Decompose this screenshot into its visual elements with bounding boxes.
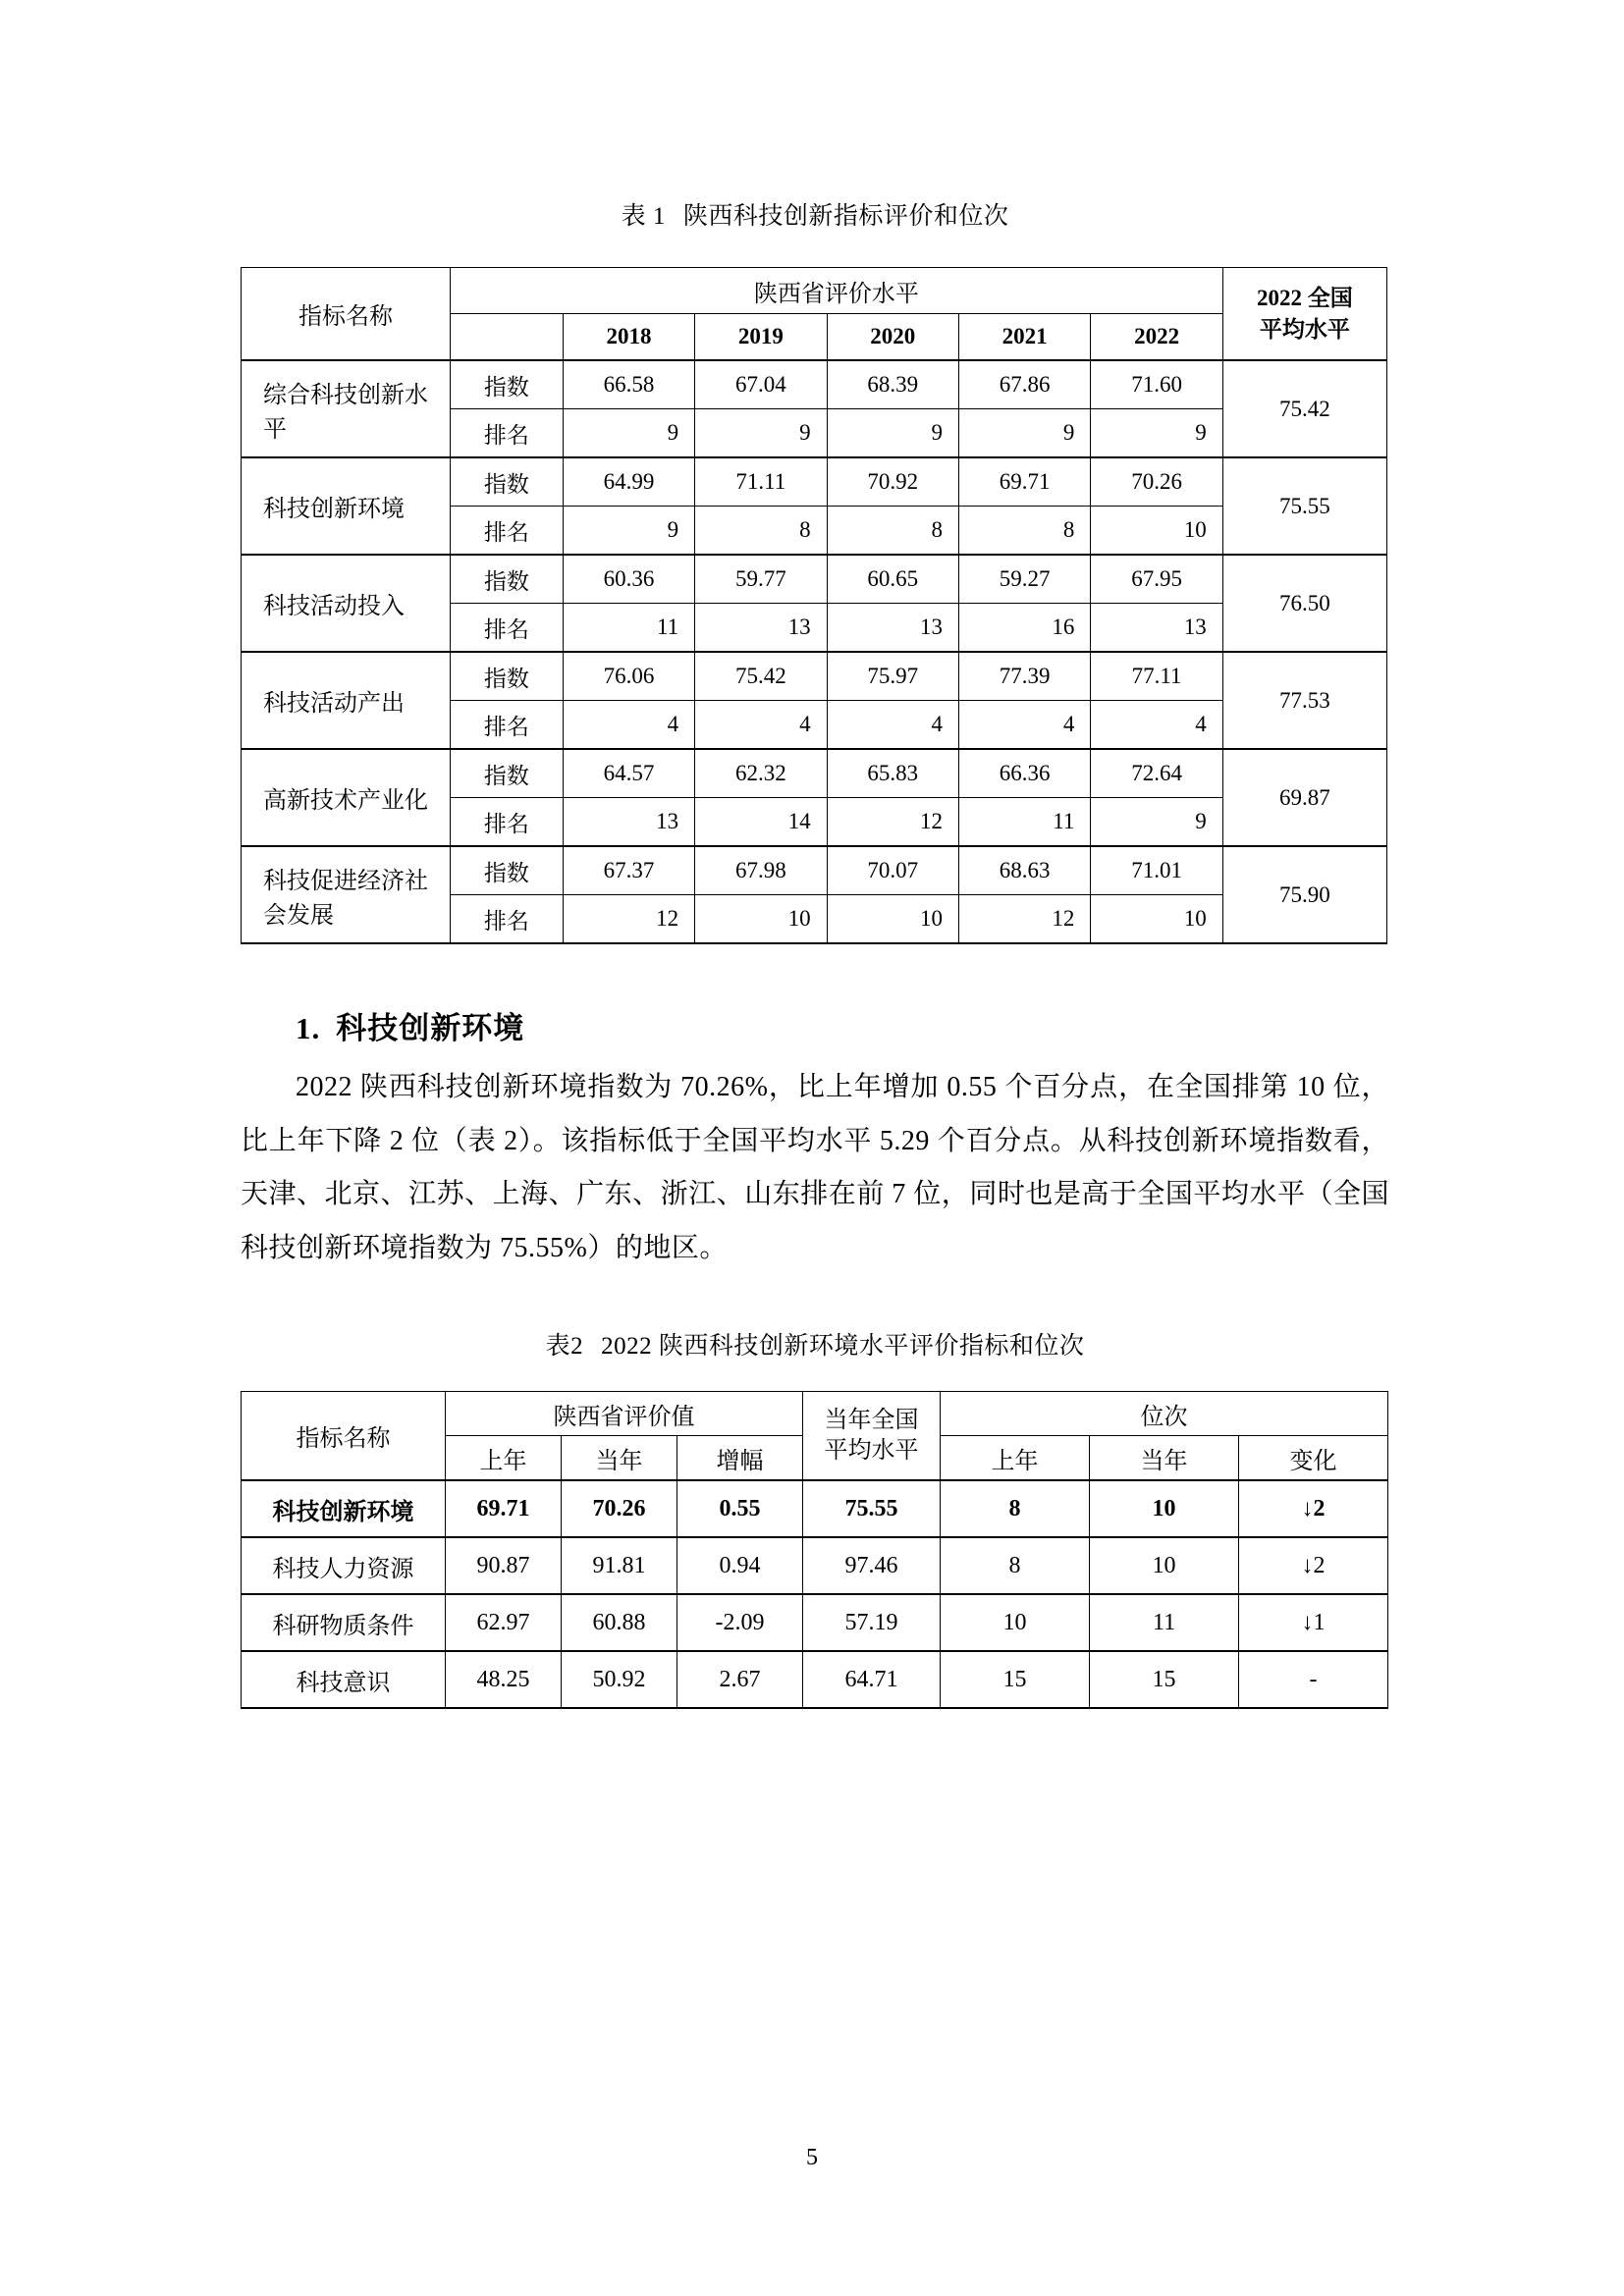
- table2-growth-1: 0.94: [677, 1537, 803, 1594]
- table2-rankprev-2: 10: [941, 1594, 1090, 1651]
- table-row: [242, 555, 1387, 604]
- table1-rank-2-2018: 11: [563, 604, 694, 653]
- table1-national-0: 75.42: [1222, 360, 1386, 457]
- table1-row-name-2: 科技活动投入: [242, 555, 451, 652]
- table2-prev-0: 69.71: [446, 1480, 562, 1537]
- table1-rank-5-2021: 12: [958, 895, 1090, 944]
- table-row: [242, 846, 1387, 895]
- table1-caption: [241, 196, 1389, 232]
- table1-index-5-2021: 68.63: [958, 846, 1090, 895]
- table2-change-3: -: [1239, 1651, 1388, 1708]
- table2-national-3: 64.71: [803, 1651, 941, 1708]
- table1-sublabel-rank-1: 排名: [451, 507, 564, 556]
- table1-rank-2-2020: 13: [827, 604, 958, 653]
- table1-sublabel-index-2: 指数: [451, 555, 564, 604]
- table1-national-1: 75.55: [1222, 457, 1386, 555]
- table2-rankcurr-0: 10: [1090, 1480, 1239, 1537]
- table1-index-1-2022: 70.26: [1091, 457, 1222, 507]
- table1-rank-5-2022: 10: [1091, 895, 1222, 944]
- table-row: [242, 457, 1387, 507]
- table1-index-4-2019: 62.32: [695, 749, 827, 798]
- table2-prev-3: 48.25: [446, 1651, 562, 1708]
- table1-sublabel-index-4: 指数: [451, 749, 564, 798]
- table2-growth-2: -2.09: [677, 1594, 803, 1651]
- table2-rankcurr-3: 15: [1090, 1651, 1239, 1708]
- page-number: 5: [806, 2145, 818, 2170]
- table1-index-1-2021: 69.71: [958, 457, 1090, 507]
- table2-caption-text: 2022 陕西科技创新环境水平评价指标和位次: [601, 1333, 1085, 1361]
- table2-header-indicator-name: 指标名称: [242, 1392, 446, 1481]
- table2-header-eval-curr: 当年: [562, 1436, 677, 1481]
- table1-index-5-2022: 71.01: [1091, 846, 1222, 895]
- table1-rank-2-2019: 13: [695, 604, 827, 653]
- table1-sublabel-rank-4: 排名: [451, 798, 564, 847]
- table2-header-rank-curr: 当年: [1090, 1436, 1239, 1481]
- table1-national-3: 77.53: [1222, 652, 1386, 749]
- section-number: 1.: [296, 1011, 321, 1045]
- table2-header-rank-prev: 上年: [941, 1436, 1090, 1481]
- table1-rank-5-2019: 10: [695, 895, 827, 944]
- table1-national-4: 69.87: [1222, 749, 1386, 846]
- table-innovation-environment: [241, 1391, 1388, 1709]
- table1-index-2-2018: 60.36: [563, 555, 694, 604]
- table2-header-eval-prev: 上年: [446, 1436, 562, 1481]
- table1-header-year-2022: 2022: [1091, 314, 1222, 361]
- table2-curr-1: 91.81: [562, 1537, 677, 1594]
- table1-index-3-2019: 75.42: [695, 652, 827, 701]
- table1-rank-0-2021: 9: [958, 409, 1090, 458]
- table2-growth-3: 2.67: [677, 1651, 803, 1708]
- table2-row-name-0: 科技创新环境: [242, 1480, 446, 1537]
- table-row: [242, 360, 1387, 409]
- table1-sublabel-rank-3: 排名: [451, 701, 564, 750]
- table1-rank-5-2020: 10: [827, 895, 958, 944]
- table2-header-rank-change: 变化: [1239, 1436, 1388, 1481]
- table2-header-province-value: 陕西省评价值: [446, 1392, 803, 1436]
- table1-header-row-1: [242, 268, 1387, 314]
- table1-rank-0-2022: 9: [1091, 409, 1222, 458]
- table1-sublabel-rank-5: 排名: [451, 895, 564, 944]
- table1-index-1-2019: 71.11: [695, 457, 827, 507]
- table1-header-province-level: 陕西省评价水平: [451, 268, 1223, 314]
- table2-header-rank-group: 位次: [941, 1392, 1388, 1436]
- table1-rank-1-2018: 9: [563, 507, 694, 556]
- table2-prev-1: 90.87: [446, 1537, 562, 1594]
- table2-curr-2: 60.88: [562, 1594, 677, 1651]
- table2-row-name-3: 科技意识: [242, 1651, 446, 1708]
- table1-index-2-2021: 59.27: [958, 555, 1090, 604]
- table2-national-2: 57.19: [803, 1594, 941, 1651]
- table1-index-0-2018: 66.58: [563, 360, 694, 409]
- page-content: [241, 0, 1389, 1709]
- table1-rank-4-2018: 13: [563, 798, 694, 847]
- table1-index-0-2022: 71.60: [1091, 360, 1222, 409]
- table1-index-4-2018: 64.57: [563, 749, 694, 798]
- table-row: [242, 749, 1387, 798]
- table1-header-blank: [451, 314, 564, 361]
- table2-header-national-average: [803, 1392, 941, 1481]
- table2-head: [242, 1392, 1388, 1481]
- table2-prev-2: 62.97: [446, 1594, 562, 1651]
- table1-rank-3-2022: 4: [1091, 701, 1222, 750]
- table1-index-3-2021: 77.39: [958, 652, 1090, 701]
- table1-rank-0-2019: 9: [695, 409, 827, 458]
- table1-rank-3-2018: 4: [563, 701, 694, 750]
- table1-rank-3-2019: 4: [695, 701, 827, 750]
- table1-index-1-2020: 70.92: [827, 457, 958, 507]
- table1-header-year-2020: 2020: [827, 314, 958, 361]
- table2-change-0: ↓2: [1239, 1480, 1388, 1537]
- table1-caption-text: 陕西科技创新指标评价和位次: [682, 203, 1009, 230]
- table1-rank-1-2020: 8: [827, 507, 958, 556]
- table1-index-0-2020: 68.39: [827, 360, 958, 409]
- table2-national-0: 75.55: [803, 1480, 941, 1537]
- table2-row-name-1: 科技人力资源: [242, 1537, 446, 1594]
- table1-sublabel-index-5: 指数: [451, 846, 564, 895]
- table2-growth-0: 0.55: [677, 1480, 803, 1537]
- table2-rankcurr-1: 10: [1090, 1537, 1239, 1594]
- table1-row-name-3: 科技活动产出: [242, 652, 451, 749]
- table1-row-name-1: 科技创新环境: [242, 457, 451, 555]
- table2-header-row-1: [242, 1392, 1388, 1436]
- table2-caption-label: 表2: [545, 1333, 584, 1361]
- table1-body: [242, 360, 1387, 943]
- table1-index-0-2021: 67.86: [958, 360, 1090, 409]
- table2-rankprev-0: 8: [941, 1480, 1090, 1537]
- table2-body: [242, 1480, 1388, 1708]
- table1-sublabel-index-1: 指数: [451, 457, 564, 507]
- table1-rank-4-2019: 14: [695, 798, 827, 847]
- table-row: [242, 1537, 1388, 1594]
- table2-row-name-2: 科研物质条件: [242, 1594, 446, 1651]
- table1-rank-3-2021: 4: [958, 701, 1090, 750]
- table2-national-1: 97.46: [803, 1537, 941, 1594]
- table-row: [242, 1594, 1388, 1651]
- table1-rank-5-2018: 12: [563, 895, 694, 944]
- table1-index-3-2020: 75.97: [827, 652, 958, 701]
- table1-index-2-2020: 60.65: [827, 555, 958, 604]
- table1-sublabel-rank-0: 排名: [451, 409, 564, 458]
- table1-rank-2-2022: 13: [1091, 604, 1222, 653]
- table1-header-national-line1: 2022 全国: [1257, 286, 1353, 311]
- table1-sublabel-index-0: 指数: [451, 360, 564, 409]
- table-innovation-indicators: [241, 267, 1387, 944]
- table1-index-4-2020: 65.83: [827, 749, 958, 798]
- table2-rankcurr-2: 11: [1090, 1594, 1239, 1651]
- table-row: [242, 652, 1387, 701]
- section-heading: [241, 1003, 1389, 1047]
- table1-row-name-5: 科技促进经济社会发展: [242, 846, 451, 943]
- table1-header-year-2018: 2018: [563, 314, 694, 361]
- table2-header-national-line1: 当年全国: [824, 1407, 919, 1433]
- table1-rank-0-2018: 9: [563, 409, 694, 458]
- table-row: [242, 1480, 1388, 1537]
- table1-rank-1-2022: 10: [1091, 507, 1222, 556]
- table1-index-4-2022: 72.64: [1091, 749, 1222, 798]
- section-title: 科技创新环境: [336, 1011, 525, 1045]
- table1-caption-label: 表 1: [621, 203, 666, 230]
- table1-index-2-2022: 67.95: [1091, 555, 1222, 604]
- table1-rank-4-2020: 12: [827, 798, 958, 847]
- table1-head: [242, 268, 1387, 361]
- table1-index-1-2018: 64.99: [563, 457, 694, 507]
- table2-caption: [241, 1326, 1389, 1362]
- table2-rankprev-1: 8: [941, 1537, 1090, 1594]
- table1-index-5-2020: 70.07: [827, 846, 958, 895]
- table1-rank-1-2021: 8: [958, 507, 1090, 556]
- table1-national-2: 76.50: [1222, 555, 1386, 652]
- section-paragraph: 2022 陕西科技创新环境指数为 70.26%，比上年增加 0.55 个百分点，在全国排第 10 位，比上年下降 2 位（表 2）。该指标低于全国平均水平 5.29 个百分点。从科技创新环境指数看，天津、北京、江苏、上海、广东、浙江、山东排在前 7 位，同时也是高于全国平均水平（全国科技创新环境指数为 75.55%）的地区。: [241, 1072, 1389, 1263]
- table1-index-3-2022: 77.11: [1091, 652, 1222, 701]
- table1-header-year-2021: 2021: [958, 314, 1090, 361]
- table2-header-eval-growth: 增幅: [677, 1436, 803, 1481]
- table1-rank-0-2020: 9: [827, 409, 958, 458]
- table1-header-indicator-name: 指标名称: [242, 268, 451, 361]
- table1-row-name-4: 高新技术产业化: [242, 749, 451, 846]
- table1-index-2-2019: 59.77: [695, 555, 827, 604]
- table1-row-name-0: 综合科技创新水平: [242, 360, 451, 457]
- table1-rank-1-2019: 8: [695, 507, 827, 556]
- table-row: [242, 1651, 1388, 1708]
- table1-index-5-2019: 67.98: [695, 846, 827, 895]
- table1-rank-4-2021: 11: [958, 798, 1090, 847]
- table1-index-4-2021: 66.36: [958, 749, 1090, 798]
- table1-index-0-2019: 67.04: [695, 360, 827, 409]
- table2-curr-3: 50.92: [562, 1651, 677, 1708]
- table1-header-national-line2: 平均水平: [1259, 316, 1350, 342]
- table1-index-5-2018: 67.37: [563, 846, 694, 895]
- table1-header-year-2019: 2019: [695, 314, 827, 361]
- table1-header-national-average: [1222, 268, 1386, 361]
- table2-change-2: ↓1: [1239, 1594, 1388, 1651]
- table2-header-national-line2: 平均水平: [824, 1437, 919, 1464]
- table1-rank-4-2022: 9: [1091, 798, 1222, 847]
- table1-rank-2-2021: 16: [958, 604, 1090, 653]
- table1-sublabel-index-3: 指数: [451, 652, 564, 701]
- table2-curr-0: 70.26: [562, 1480, 677, 1537]
- table1-national-5: 75.90: [1222, 846, 1386, 943]
- table1-index-3-2018: 76.06: [563, 652, 694, 701]
- table1-rank-3-2020: 4: [827, 701, 958, 750]
- table2-change-1: ↓2: [1239, 1537, 1388, 1594]
- table1-sublabel-rank-2: 排名: [451, 604, 564, 653]
- table2-rankprev-3: 15: [941, 1651, 1090, 1708]
